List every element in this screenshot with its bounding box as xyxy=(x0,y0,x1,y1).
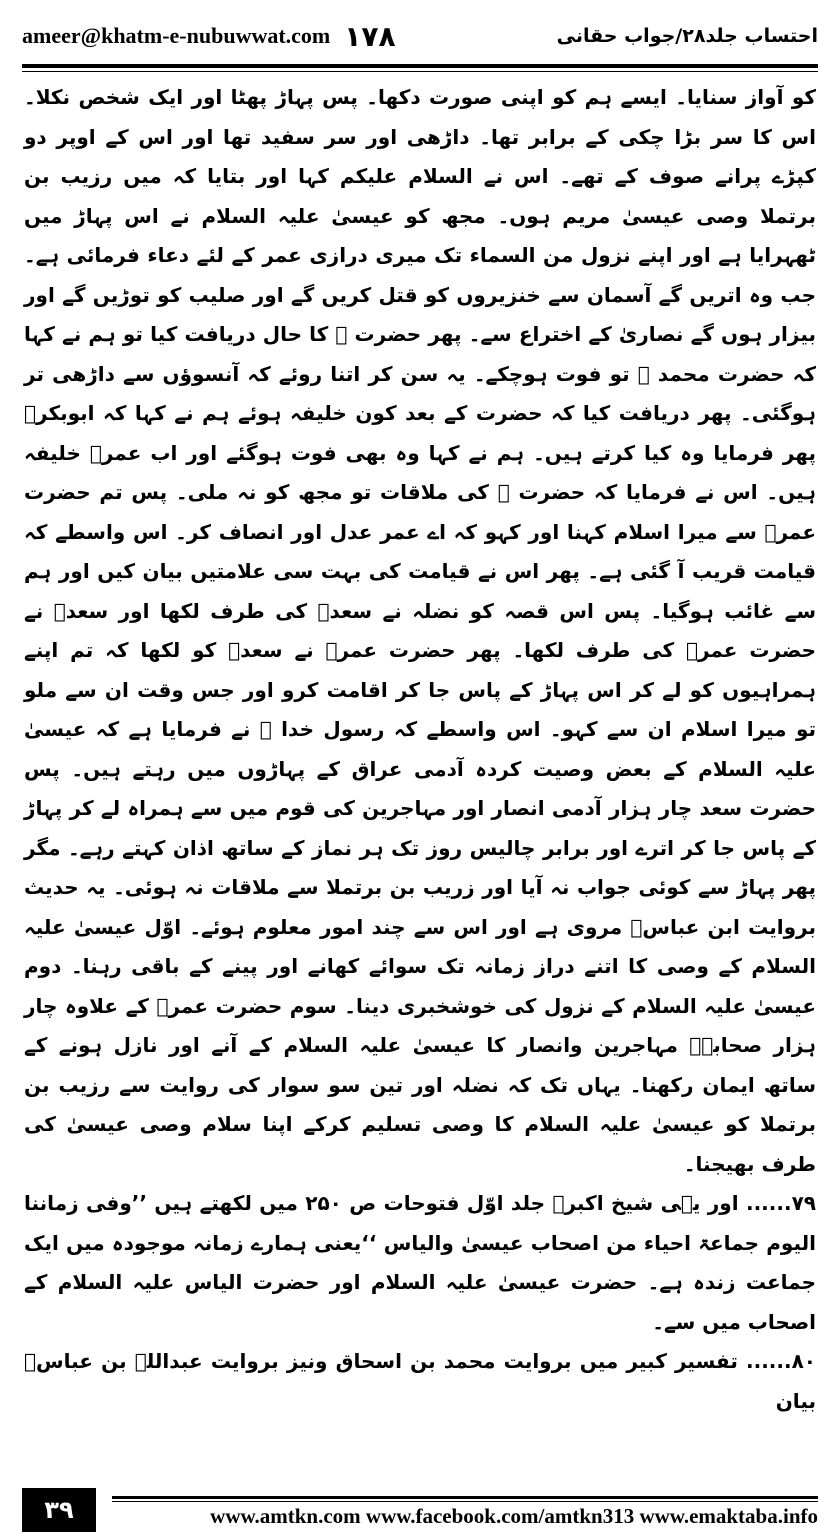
header-left xyxy=(22,20,396,53)
page-body xyxy=(24,78,816,1478)
footer-websites: www.amtkn.com www.facebook.com/amtkn313 www.emaktaba.info xyxy=(210,1504,818,1528)
body-paragraph-2: ۷۹...... اور یہی شیخ اکبرؒ جلد اوّل فتوحات ص ۲۵۰ میں لکھتے ہیں ’’وفی زماننا الیوم جماعۃ احیاء من اصحاب عیسیٰ والیاس ‘‘یعنی ہمارے زمانہ موجودہ میں ایک جماعت زندہ ہے۔ حضرت عیسیٰ علیہ السلام اور حضرت الیاس علیہ السلام کے اصحاب میں سے۔ xyxy=(24,1191,816,1334)
footer-page-number: ۳۹ xyxy=(22,1488,96,1532)
footer-rule-thick xyxy=(112,1496,818,1499)
footer-rule-thin xyxy=(112,1501,818,1502)
page-footer xyxy=(22,1488,818,1532)
body-paragraph-1: کو آواز سنایا۔ ایسے ہم کو اپنی صورت دکھا۔ پس پہاڑ پھٹا اور ایک شخص نکلا۔ اس کا سر بڑا چکی کے برابر تھا۔ داڑھی اور سر سفید تھا اور اس کے اوپر دو کپڑے پرانے صوف کے تھے۔ اس نے السلام علیکم کہا اور بتایا کہ میں رزیب بن برتملا وصی عیسیٰ مریم ہوں۔ مجھ کو عیسیٰ علیہ السلام نے اس پہاڑ میں ٹھہرایا ہے اور اپنے نزول من السماء تک میری درازی عمر کے لئے دعاء فرمائی ہے۔ جب وہ اتریں گے آسمان سے خنزیروں کو قتل کریں گے اور صلیب کو توڑیں گے اور بیزار ہوں گے نصاریٰ کے اختراع سے۔ پھر حضرت ﷺ کا حال دریافت کیا تو ہم نے کہا کہ حضرت محمد ﷺ تو فوت ہوچکے۔ یہ سن کر اتنا روئے کہ آنسوؤں سے داڑھی تر ہوگئی۔ پھر دریافت کیا کہ حضرت کے بعد کون خلیفہ ہوئے ہم نے کہا کہ ابوبکرؓ پھر فرمایا وہ کیا کرتے ہیں۔ ہم نے کہا وہ بھی فوت ہوگئے اور اب عمرؓ خلیفہ ہیں۔ اس نے فرمایا کہ حضرت ﷺ کی ملاقات تو مجھ کو نہ ملی۔ پس تم حضرت عمرؓ سے میرا اسلام کہنا اور کہو کہ اے عمر عدل اور انصاف کر۔ اس واسطے کہ قیامت قریب آ گئی ہے۔ پھر اس نے قیامت کی بہت سی علامتیں بیان کیں اور ہم سے غائب ہوگیا۔ پس اس قصہ کو نضلہ نے سعدؓ کی طرف لکھا اور سعدؓ نے حضرت عمرؓ کی طرف لکھا۔ پھر حضرت عمرؓ نے سعدؓ کو لکھا کہ تم اپنے ہمراہیوں کو لے کر اس پہاڑ کے پاس جا کر اقامت کرو اور جس وقت ان سے ملو تو میرا اسلام ان سے کہو۔ اس واسطے کہ رسول خدا ﷺ نے فرمایا ہے کہ عیسیٰ علیہ السلام کے بعض وصیت کردہ آدمی عراق کے پہاڑوں میں رہتے ہیں۔ پس حضرت سعد چار ہزار آدمی انصار اور مہاجرین کی قوم میں سے ہمراہ لے کر پہاڑ کے پاس جا کر اترے اور برابر چالیس روز تک ہر نماز کے ساتھ اذان کہتے رہے۔ مگر پھر پہاڑ سے کوئی جواب نہ آیا اور زریب بن برتملا سے ملاقات نہ ہوئی۔ یہ حدیث بروایت ابن عباسؓ مروی ہے اور اس سے چند امور معلوم ہوئے۔ اوّل عیسیٰ علیہ السلام کے وصی کا اتنے دراز زمانہ تک سوائے کھانے اور پینے کے باقی رہنا۔ دوم عیسیٰ علیہ السلام کے نزول کی خوشخبری دینا۔ سوم حضرت عمرؓ کے علاوہ چار ہزار صحابہؓ مہاجرین وانصار کا عیسیٰ علیہ السلام کے آنے اور نازل ہونے کے ساتھ ایمان رکھنا۔ یہاں تک کہ نضلہ اور تین سو سوار کی روایت سے رزیب بن برتملا کو عیسیٰ علیہ السلام کا وصی تسلیم کرکے اپنا سلام وصی عیسیٰ کی طرف بھیجنا۔ xyxy=(24,85,817,1176)
header-email: ameer@khatm-e-nubuwwat.com xyxy=(22,23,331,48)
body-paragraph-3: ۸۰...... تفسیر کبیر میں بروایت محمد بن اسحاق ونیز بروایت عبداللہ بن عباسؓ بیان xyxy=(24,1349,816,1413)
header-rule-thick xyxy=(22,64,818,68)
header-page-number: ۱۷۸ xyxy=(344,19,396,53)
header-rule-thin xyxy=(22,71,818,72)
page-header xyxy=(22,12,818,60)
header-book-title: احتساب جلد۲۸/جواب حقانی xyxy=(556,25,818,47)
